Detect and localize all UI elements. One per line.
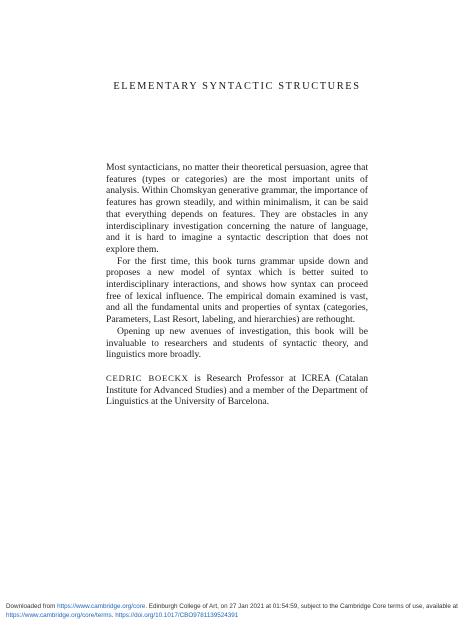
footer-separator: . — [111, 612, 116, 619]
description-paragraph: Most syntacticians, no matter their theoretical persuasion, agree that features (types or categories) are the most important units of analysis. Within Chomskyan generative grammar, the importance of features has grown steadily, and within minimalism, it can be said that everything depends on features. They are obstacles in any interdisciplinary investigation concerning the nature of language, and it is hard to imagine a syntactic description that does not explore them. — [106, 162, 368, 255]
footer-prefix: Downloaded from — [6, 603, 58, 610]
author-name: CEDRIC BOECKX — [106, 372, 189, 383]
author-bio-text: is Research Professor at ICREA (Catalan Institute for Advanced Studies) and a member of the Department of Linguistics at the University of Barcelona. — [106, 372, 368, 408]
description-paragraph: For the first time, this book turns grammar upside down and proposes a new model of syntax which is better suited to interdisciplinary interactions, and shows how syntax can proceed free of lexical influence. The empirical domain examined is vast, and all the fundamental units and properties of syntax (categories, Parameters, Last Resort, labeling, and hierarchies) are rethought. — [106, 255, 368, 326]
book-description — [106, 162, 368, 408]
doi-link[interactable]: https://doi.org/10.1017/CBO9781139524391 — [115, 612, 239, 619]
core-link[interactable]: https://www.cambridge.org/core — [57, 603, 146, 610]
author-bio — [106, 373, 368, 408]
description-paragraph: Opening up new avenues of investigation, this book will be invaluable to researchers and students of syntactic theory, and linguistics more broadly. — [106, 325, 368, 361]
page-title: ELEMENTARY SYNTACTIC STRUCTURES — [113, 81, 361, 92]
footer-middle: . Edinburgh College of Art, on 27 Jan 2021 at 01:54:59, subject to the Cambridge Core terms of use, available at — [145, 603, 458, 610]
terms-link[interactable]: https://www.cambridge.org/core/terms — [6, 612, 112, 619]
download-footer — [6, 602, 471, 620]
